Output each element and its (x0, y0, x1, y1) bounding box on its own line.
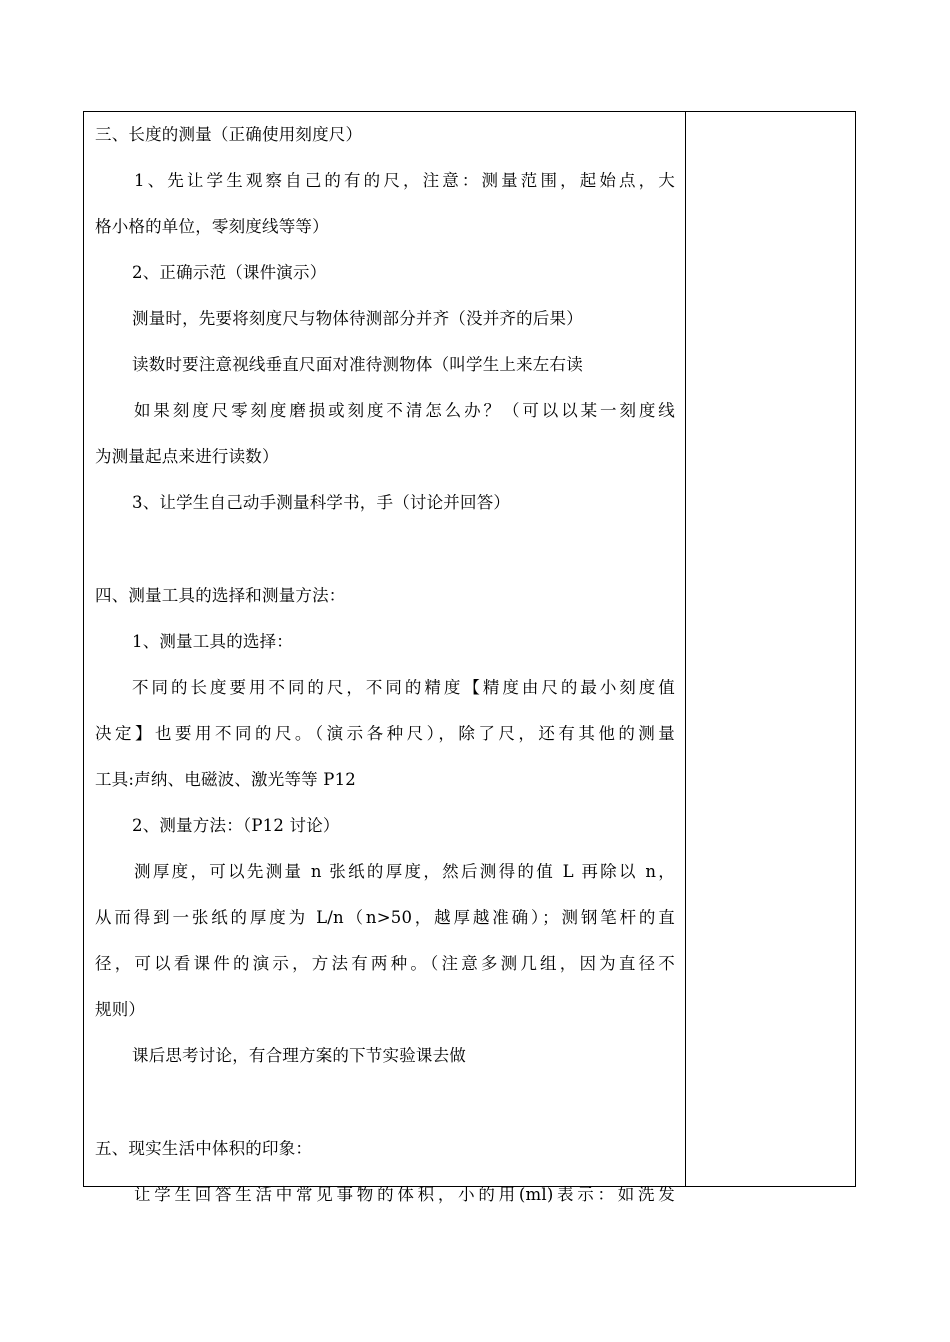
notes-cell (686, 112, 855, 1186)
blank-line (95, 535, 675, 582)
text-line: 2、正确示范（课件演示） (132, 263, 327, 282)
text-line: 1、测量工具的选择： (132, 632, 293, 651)
text-line: 四、测量工具的选择和测量方法： (95, 586, 346, 605)
text-line: 测量时，先要将刻度尺与物体待测部分并齐（没并齐的后果） (132, 309, 583, 328)
text-line: 读数时要注意视线垂直尺面对准待测物体（叫学生上来左右读 (132, 355, 583, 374)
text-line: 规则） (95, 1000, 146, 1019)
text-line: 格小格的单位，零刻度线等等） (95, 217, 329, 236)
text-line: 让学生回答生活中常见事物的体积，小的用(ml)表示：如洗发 (134, 1185, 675, 1204)
text-line: 为测量起点来进行读数） (95, 447, 279, 466)
text-line: 如果刻度尺零刻度磨损或刻度不清怎么办？（可以以某一刻度线 (134, 401, 675, 420)
text-line: 工具:声纳、电磁波、激光等等 P12 (95, 770, 357, 789)
lesson-plan-table (83, 111, 856, 1204)
text-line: 五、现实生活中体积的印象： (95, 1139, 313, 1158)
text-line: 不同的长度要用不同的尺，不同的精度【精度由尺的最小刻度值 (132, 678, 675, 697)
blank-line (95, 1088, 675, 1135)
text-line: 3、让学生自己动手测量科学书，手（讨论并回答） (132, 493, 511, 512)
text-line: 从而得到一张纸的厚度为 L/n（n>50，越厚越准确）；测钢笔杆的直 (95, 908, 675, 927)
text-line: 决定】也要用不同的尺。（演示各种尺），除了尺，还有其他的测量 (95, 724, 675, 743)
text-line: 2、测量方法：（P12 讨论） (132, 816, 340, 835)
text-line: 径，可以看课件的演示，方法有两种。（注意多测几组，因为直径不 (95, 954, 675, 973)
text-line: 测厚度，可以先测量 n 张纸的厚度，然后测得的值 L 再除以 n， (134, 862, 675, 881)
text-line: 三、长度的测量（正确使用刻度尺） (95, 125, 363, 144)
lesson-content-cell (84, 112, 685, 1204)
text-line: 1、先让学生观察自己的有的尺，注意：测量范围，起始点，大 (134, 171, 675, 190)
text-line: 课后思考讨论，有合理方案的下节实验课去做 (132, 1046, 466, 1065)
